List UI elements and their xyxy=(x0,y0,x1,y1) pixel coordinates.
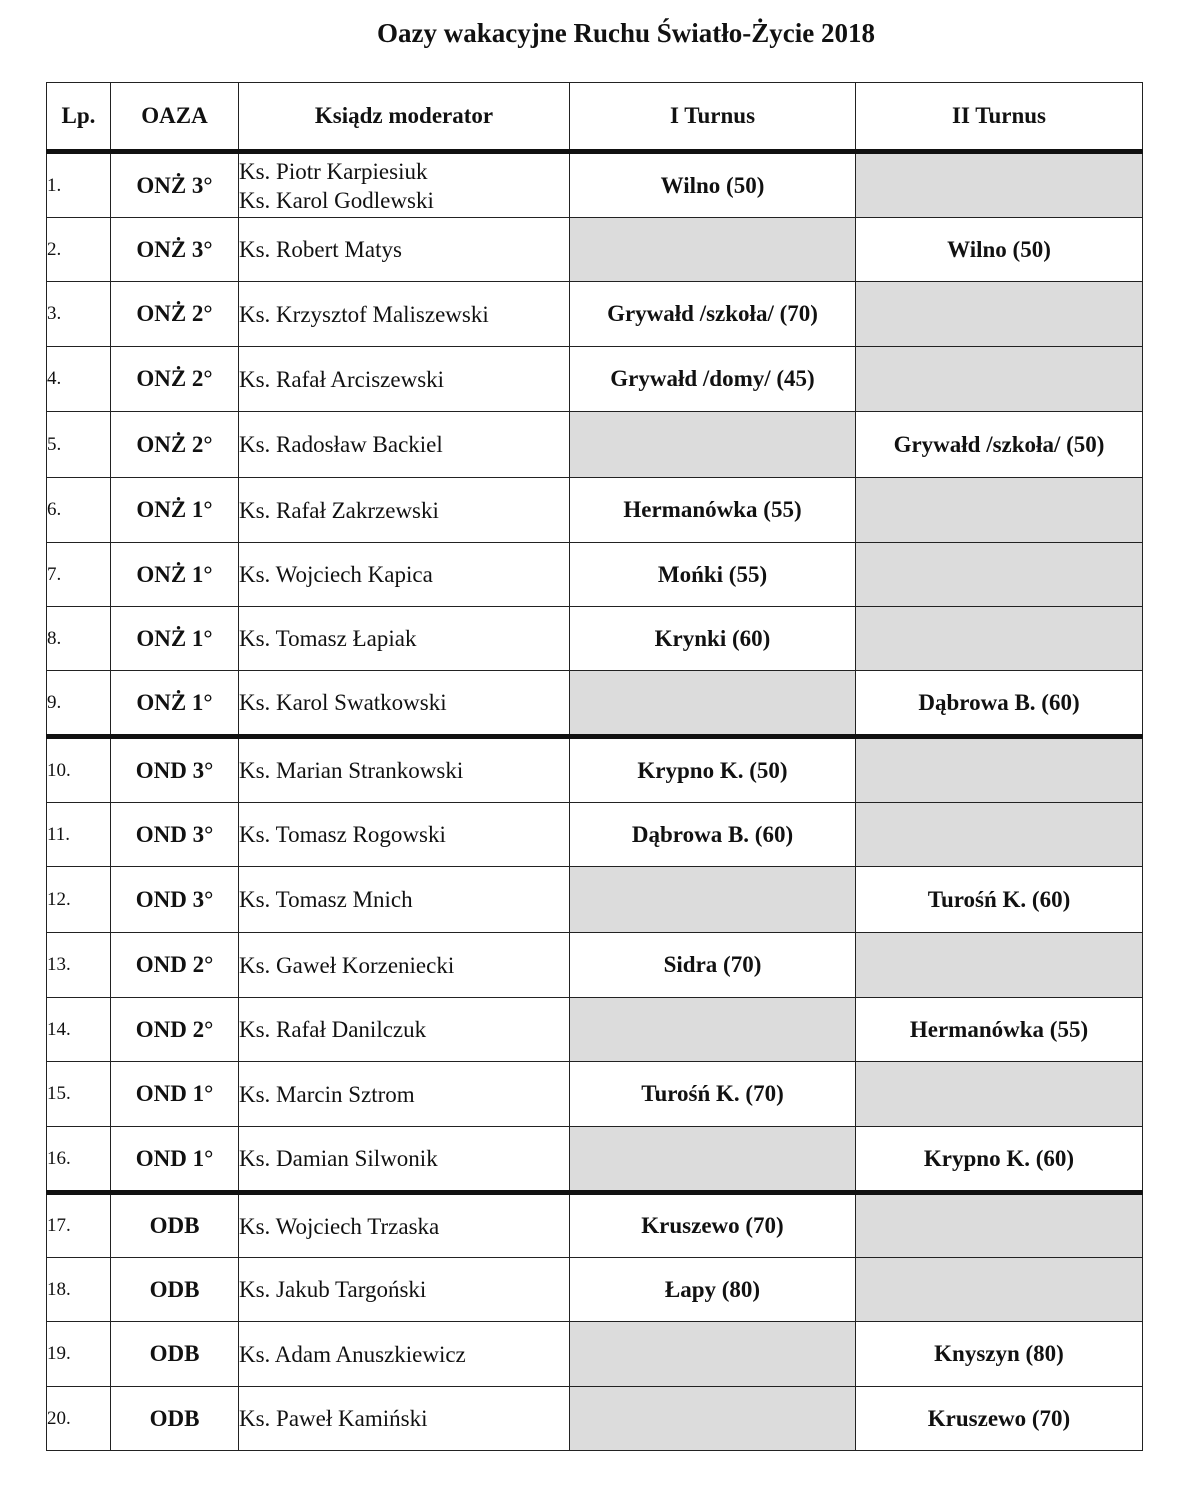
oaza-cell: ONŻ 2° xyxy=(111,412,239,478)
header-turnus-2: II Turnus xyxy=(856,83,1143,152)
oaza-cell: ODB xyxy=(111,1387,239,1451)
moderator-name: Ks. Adam Anuszkiewicz xyxy=(239,1341,466,1367)
table-row xyxy=(47,1387,1143,1451)
turnus-1-cell: Turośń K. (70) xyxy=(570,1062,856,1127)
table-row xyxy=(47,998,1143,1062)
moderator-name: Ks. Damian Silwonik xyxy=(239,1146,438,1171)
page-title: Oazy wakacyjne Ruchu Światło-Życie 2018 xyxy=(377,18,875,48)
oaza-cell: ONŻ 1° xyxy=(111,671,239,737)
row-number: 12. xyxy=(47,867,111,933)
table-row xyxy=(47,671,1143,737)
moderator-cell xyxy=(239,737,570,803)
turnus-1-cell xyxy=(570,1127,856,1193)
row-number: 4. xyxy=(47,347,111,412)
turnus-1-cell: Hermanówka (55) xyxy=(570,478,856,543)
oaza-cell: OND 2° xyxy=(111,933,239,998)
turnus-1-cell: Grywałd /domy/ (45) xyxy=(570,347,856,412)
row-number: 20. xyxy=(47,1387,111,1451)
table-row xyxy=(47,737,1143,803)
turnus-2-cell: Kruszewo (70) xyxy=(856,1387,1143,1451)
moderator-name: Ks. Karol Swatkowski xyxy=(239,690,447,715)
moderator-name: Ks. Radosław Backiel xyxy=(239,432,443,457)
moderator-name: Ks. Paweł Kamiński xyxy=(239,1406,428,1431)
turnus-2-cell xyxy=(856,607,1143,671)
table-row xyxy=(47,282,1143,347)
oaza-cell: ONŻ 1° xyxy=(111,478,239,543)
turnus-1-cell: Dąbrowa B. (60) xyxy=(570,803,856,867)
turnus-2-cell xyxy=(856,543,1143,607)
moderator-name: Ks. Karol Godlewski xyxy=(239,187,434,213)
moderator-cell xyxy=(239,1258,570,1322)
moderator-name: Ks. Wojciech Trzaska xyxy=(239,1213,440,1239)
table-row xyxy=(47,412,1143,478)
moderator-cell xyxy=(239,1387,570,1451)
table-row xyxy=(47,1193,1143,1258)
header-moderator: Ksiądz moderator xyxy=(239,83,570,152)
row-number: 1. xyxy=(47,152,111,218)
oaza-cell: ONŻ 3° xyxy=(111,152,239,218)
moderator-name: Ks. Tomasz Mnich xyxy=(239,887,413,912)
oaza-cell: ONŻ 1° xyxy=(111,607,239,671)
moderator-cell xyxy=(239,543,570,607)
moderator-name: Ks. Tomasz Rogowski xyxy=(239,822,446,847)
turnus-2-cell xyxy=(856,933,1143,998)
turnus-2-cell xyxy=(856,1193,1143,1258)
header-turnus-1: I Turnus xyxy=(570,83,856,152)
row-number: 2. xyxy=(47,218,111,282)
moderator-cell xyxy=(239,152,570,218)
moderator-name: Ks. Gaweł Korzeniecki xyxy=(239,952,455,978)
row-number: 7. xyxy=(47,543,111,607)
moderator-cell xyxy=(239,1062,570,1127)
moderator-name: Ks. Wojciech Kapica xyxy=(239,562,433,587)
turnus-1-cell xyxy=(570,218,856,282)
turnus-2-cell: Wilno (50) xyxy=(856,218,1143,282)
turnus-2-cell: Krypno K. (60) xyxy=(856,1127,1143,1193)
row-number: 9. xyxy=(47,671,111,737)
turnus-1-cell: Mońki (55) xyxy=(570,543,856,607)
row-number: 19. xyxy=(47,1322,111,1387)
turnus-2-cell xyxy=(856,282,1143,347)
moderator-cell xyxy=(239,933,570,998)
row-number: 17. xyxy=(47,1193,111,1258)
oaza-cell: ONŻ 1° xyxy=(111,543,239,607)
turnus-2-cell xyxy=(856,478,1143,543)
row-number: 14. xyxy=(47,998,111,1062)
turnus-2-cell: Grywałd /szkoła/ (50) xyxy=(856,412,1143,478)
turnus-2-cell xyxy=(856,152,1143,218)
table-row xyxy=(47,218,1143,282)
moderator-name: Ks. Marian Strankowski xyxy=(239,758,464,783)
table-row xyxy=(47,1322,1143,1387)
table-row xyxy=(47,803,1143,867)
moderator-cell xyxy=(239,1193,570,1258)
row-number: 13. xyxy=(47,933,111,998)
turnus-2-cell xyxy=(856,347,1143,412)
table-row xyxy=(47,933,1143,998)
turnus-2-cell xyxy=(856,1062,1143,1127)
moderator-cell xyxy=(239,1127,570,1193)
turnus-1-cell xyxy=(570,998,856,1062)
row-number: 6. xyxy=(47,478,111,543)
oaza-cell: OND 3° xyxy=(111,803,239,867)
turnus-2-cell xyxy=(856,1258,1143,1322)
row-number: 16. xyxy=(47,1127,111,1193)
moderator-name: Ks. Jakub Targoński xyxy=(239,1277,427,1302)
moderator-name: Ks. Marcin Sztrom xyxy=(239,1081,415,1107)
row-number: 3. xyxy=(47,282,111,347)
moderator-name: Ks. Robert Matys xyxy=(239,237,402,262)
turnus-1-cell xyxy=(570,1387,856,1451)
turnus-2-cell xyxy=(856,737,1143,803)
row-number: 11. xyxy=(47,803,111,867)
table-row xyxy=(47,607,1143,671)
table-header-row xyxy=(47,83,1143,152)
moderator-name: Ks. Rafał Zakrzewski xyxy=(239,497,439,523)
turnus-1-cell xyxy=(570,671,856,737)
table-row xyxy=(47,152,1143,218)
oaza-cell: ONŻ 3° xyxy=(111,218,239,282)
header-oaza: OAZA xyxy=(111,83,239,152)
moderator-cell xyxy=(239,282,570,347)
moderator-cell xyxy=(239,671,570,737)
row-number: 5. xyxy=(47,412,111,478)
table-row xyxy=(47,347,1143,412)
turnus-1-cell: Kruszewo (70) xyxy=(570,1193,856,1258)
turnus-2-cell: Hermanówka (55) xyxy=(856,998,1143,1062)
turnus-2-cell: Turośń K. (60) xyxy=(856,867,1143,933)
moderator-cell xyxy=(239,1322,570,1387)
table-row xyxy=(47,478,1143,543)
table-row xyxy=(47,1062,1143,1127)
row-number: 15. xyxy=(47,1062,111,1127)
oaza-cell: OND 3° xyxy=(111,867,239,933)
turnus-1-cell: Wilno (50) xyxy=(570,152,856,218)
table-row xyxy=(47,1258,1143,1322)
row-number: 8. xyxy=(47,607,111,671)
moderator-cell xyxy=(239,998,570,1062)
oaza-cell: OND 2° xyxy=(111,998,239,1062)
oaza-cell: ONŻ 2° xyxy=(111,347,239,412)
turnus-1-cell xyxy=(570,412,856,478)
row-number: 18. xyxy=(47,1258,111,1322)
schedule-table xyxy=(46,82,1143,1451)
turnus-1-cell: Krypno K. (50) xyxy=(570,737,856,803)
moderator-cell xyxy=(239,803,570,867)
moderator-cell xyxy=(239,412,570,478)
header-lp: Lp. xyxy=(47,83,111,152)
turnus-1-cell xyxy=(570,867,856,933)
table-row xyxy=(47,867,1143,933)
turnus-2-cell xyxy=(856,803,1143,867)
table-row xyxy=(47,1127,1143,1193)
turnus-1-cell: Grywałd /szkoła/ (70) xyxy=(570,282,856,347)
moderator-cell xyxy=(239,347,570,412)
oaza-cell: ODB xyxy=(111,1322,239,1387)
moderator-cell xyxy=(239,218,570,282)
table-body xyxy=(47,152,1143,1451)
moderator-cell xyxy=(239,867,570,933)
moderator-name: Ks. Krzysztof Maliszewski xyxy=(239,301,489,327)
moderator-name: Ks. Rafał Danilczuk xyxy=(239,1017,427,1042)
turnus-1-cell: Krynki (60) xyxy=(570,607,856,671)
row-number: 10. xyxy=(47,737,111,803)
oaza-cell: ONŻ 2° xyxy=(111,282,239,347)
moderator-cell xyxy=(239,607,570,671)
oaza-cell: ODB xyxy=(111,1193,239,1258)
turnus-1-cell: Sidra (70) xyxy=(570,933,856,998)
turnus-2-cell: Dąbrowa B. (60) xyxy=(856,671,1143,737)
oaza-cell: OND 1° xyxy=(111,1127,239,1193)
turnus-1-cell: Łapy (80) xyxy=(570,1258,856,1322)
moderator-name: Ks. Piotr Karpiesiuk xyxy=(239,158,428,184)
moderator-cell xyxy=(239,478,570,543)
oaza-cell: ODB xyxy=(111,1258,239,1322)
moderator-name: Ks. Tomasz Łapiak xyxy=(239,626,417,651)
moderator-name: Ks. Rafał Arciszewski xyxy=(239,366,445,392)
turnus-1-cell xyxy=(570,1322,856,1387)
oaza-cell: OND 3° xyxy=(111,737,239,803)
oaza-cell: OND 1° xyxy=(111,1062,239,1127)
turnus-2-cell: Knyszyn (80) xyxy=(856,1322,1143,1387)
table-row xyxy=(47,543,1143,607)
